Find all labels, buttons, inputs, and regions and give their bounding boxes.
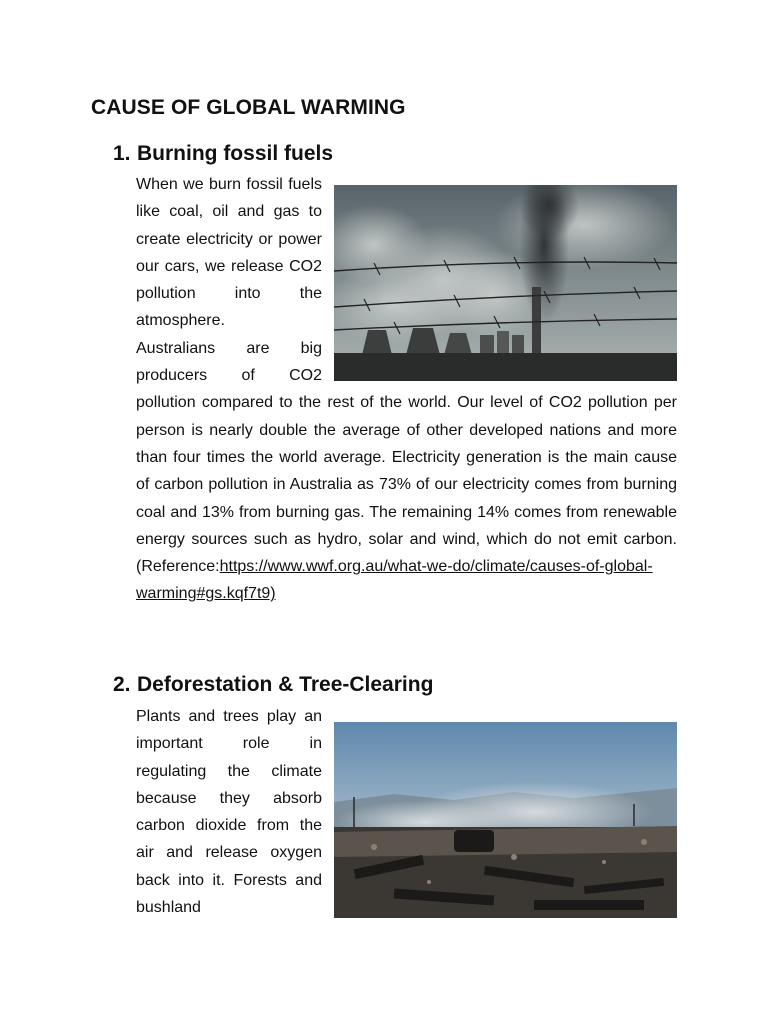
document-title: CAUSE OF GLOBAL WARMING: [91, 96, 406, 119]
section-2-paragraph-1: Plants and trees play an important role in regulating the climate because they absorb carbon dioxide from the air and release oxygen back into it. Forests and bushland: [136, 708, 322, 917]
power-station-photo: [334, 185, 677, 381]
section-2-number: 2.: [113, 673, 131, 696]
section-2-body: [136, 703, 677, 925]
section-2-heading: [113, 673, 433, 697]
section-1-title: Burning fossil fuels: [137, 142, 334, 165]
burnt-forest-photo: [334, 722, 677, 918]
reference-link[interactable]: https://www.wwf.org.au/what-we-do/climate/causes-of-global-warming#gs.kqf7t9): [136, 558, 653, 603]
section-1-body: [136, 171, 677, 608]
section-1-number: 1.: [113, 142, 131, 165]
section-2-title: Deforestation & Tree-Clearing: [137, 673, 434, 696]
section-1-paragraph-1: When we burn fossil fuels like coal, oil and gas to create electricity or power our cars, we release CO2 pollution into the atmosphere.: [136, 176, 322, 330]
section-1-paragraph-2-text: Australians are big producers of CO2 pollution compared to the rest of the world. Our level of CO2 pollution per person is nearly double the average of other developed nations and more than four times the world average. Electricity generation is the main cause of carbon pollution in Australia as 73% of our electricity comes from burning coal and 13% from burning gas. The remaining 14% comes from renewable energy sources such as hydro, solar and wind, which do not emit carbon.: [136, 339, 677, 548]
reference-prefix: (Reference:: [136, 558, 220, 576]
burnt-forest-image: [334, 722, 677, 918]
power-station-image: [334, 185, 677, 381]
section-1-heading: [113, 142, 333, 166]
